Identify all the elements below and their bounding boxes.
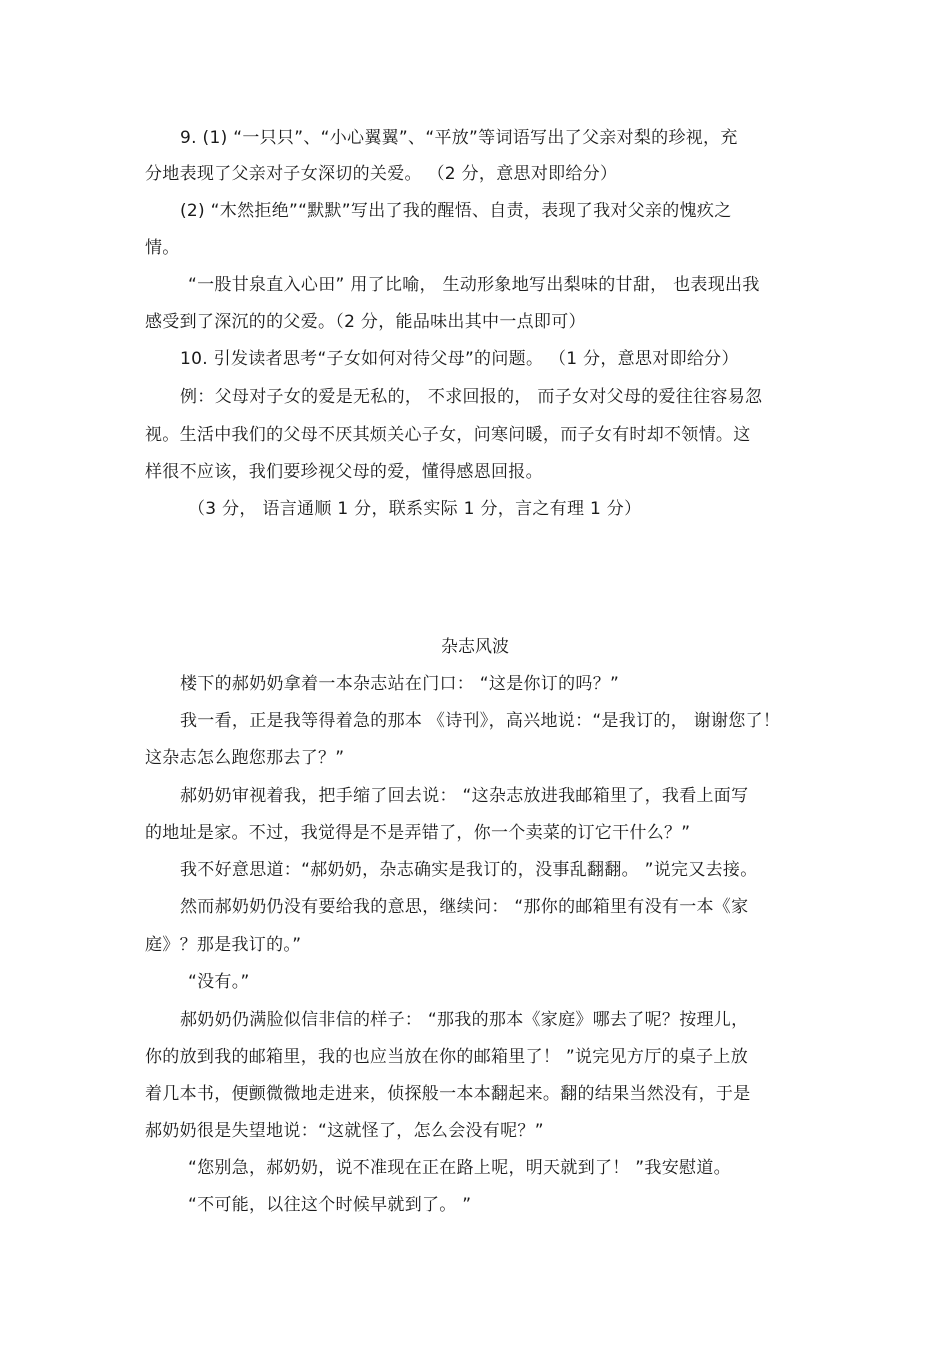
story-line: 然而郝奶奶仍没有要给我的意思，继续问： “那你的邮箱里有没有一本《家 bbox=[180, 897, 749, 917]
story-line: 的地址是家。不过，我觉得是不是弄错了，你一个卖菜的订它干什么？” bbox=[145, 823, 691, 843]
story-line: “没有。” bbox=[188, 972, 250, 992]
story-line: 郝奶奶很是失望地说：“这就怪了，怎么会没有呢？” bbox=[145, 1121, 544, 1141]
story-line: 郝奶奶审视着我，把手缩了回去说： “这杂志放进我邮箱里了，我看上面写 bbox=[180, 786, 749, 806]
q9-2-line-1: (2) “木然拒绝”“默默”写出了我的醒悟、自责，表现了我对父亲的愧疚之 bbox=[180, 201, 732, 221]
q9-line-2: 分地表现了父亲对子女深切的关爱。 （2 分，意思对即给分） bbox=[145, 164, 618, 184]
story-line: “您别急，郝奶奶，说不准现在正在路上呢，明天就到了！ ”我安慰道。 bbox=[188, 1158, 731, 1178]
story-line: 这杂志怎么跑您那去了？” bbox=[145, 748, 345, 768]
story-title: 杂志风波 bbox=[441, 637, 509, 657]
q9-2-line-4: 感受到了深沉的的父爱。（2 分，能品味出其中一点即可） bbox=[145, 312, 586, 332]
story-line: “不可能，以往这个时候早就到了。 ” bbox=[188, 1195, 472, 1215]
q10-line-5: （3 分， 语言通顺 1 分，联系实际 1 分，言之有理 1 分） bbox=[188, 499, 642, 519]
story-line: 楼下的郝奶奶拿着一本杂志站在门口： “这是你订的吗？” bbox=[180, 674, 620, 694]
story-line: 郝奶奶仍满脸似信非信的样子： “那我的那本《家庭》哪去了呢？按理儿， bbox=[180, 1010, 749, 1030]
q10-line-4: 样很不应该，我们要珍视父母的爱，懂得感恩回报。 bbox=[145, 462, 543, 482]
q10-line-3: 视。生活中我们的父母不厌其烦关心子女，问寒问暖，而子女有时却不领情。这 bbox=[145, 425, 751, 445]
story-line: 着几本书，便颤微微地走进来，侦探般一本本翻起来。翻的结果当然没有，于是 bbox=[145, 1084, 751, 1104]
q10-line-2: 例：父母对子女的爱是无私的， 不求回报的， 而子女对父母的爱往往容易忽 bbox=[180, 387, 763, 407]
q10-line-1: 10. 引发读者思考“子女如何对待父母”的问题。 （1 分，意思对即给分） bbox=[180, 349, 739, 369]
q9-2-line-3: “一股甘泉直入心田” 用了比喻， 生动形象地写出梨味的甘甜， 也表现出我 bbox=[188, 275, 760, 295]
story-line: 我一看，正是我等得着急的那本 《诗刊》，高兴地说：“是我订的， 谢谢您了！ bbox=[180, 711, 781, 731]
story-line: 我不好意思道：“郝奶奶，杂志确实是我订的，没事乱翻翻。 ”说完又去接。 bbox=[180, 860, 758, 880]
story-line: 你的放到我的邮箱里，我的也应当放在你的邮箱里了！ ”说完见方厅的桌子上放 bbox=[145, 1047, 749, 1067]
q9-line-1: 9. (1) “一只只”、“小心翼翼”、“平放”等词语写出了父亲对梨的珍视，充 bbox=[180, 128, 738, 148]
q9-2-line-2: 情。 bbox=[145, 238, 180, 258]
story-line: 庭》？那是我订的。” bbox=[145, 935, 302, 955]
